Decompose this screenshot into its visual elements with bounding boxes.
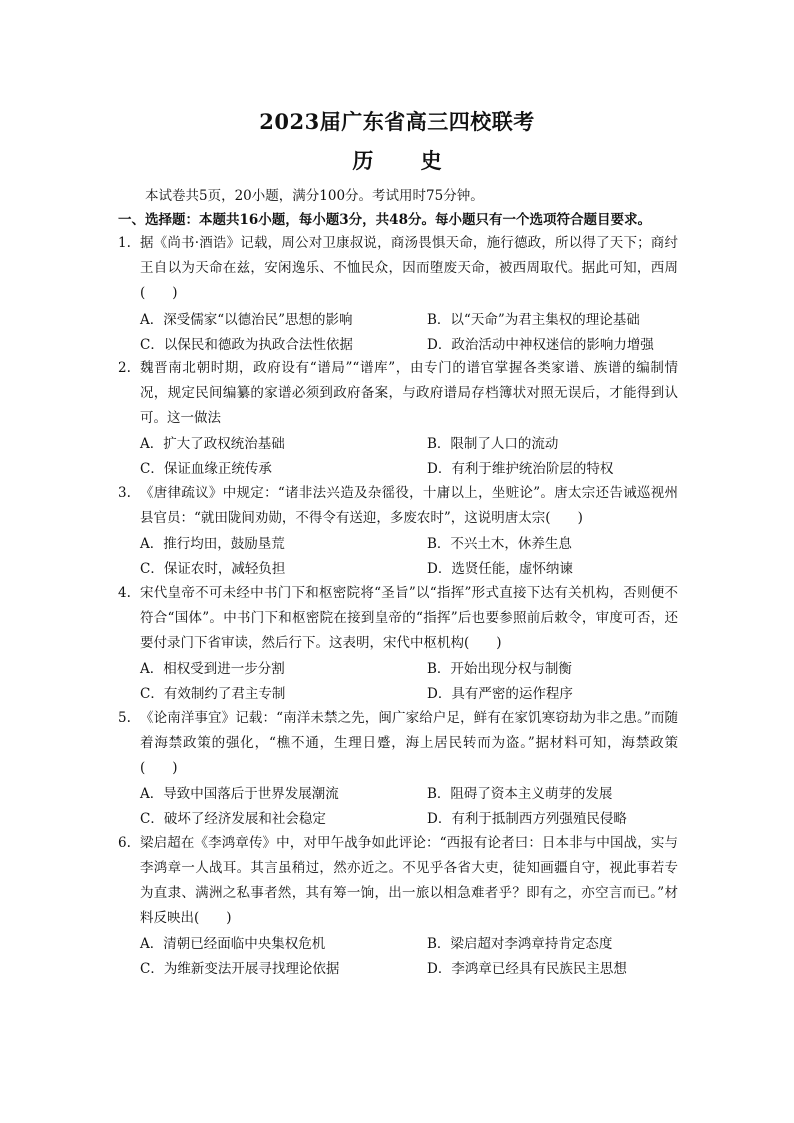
option-b[interactable]: B．阻碍了资本主义萌芽的发展 [427,786,613,802]
option-d[interactable]: D．李鸿章已经具有民族民主思想 [427,961,627,977]
question-3 [118,481,678,531]
question-number: 4. [118,585,131,601]
option-a[interactable]: A．导致中国落后于世界发展潮流 [140,786,339,802]
section-heading: 一、选择题：本题共16小题，每小题3分，共48分。每小题只有一个选项符合题目要求。 [118,212,651,228]
question-stem: 据《尚书·酒诰》记载，周公对卫康叔说，商汤畏惧天命，施行德政，所以得了天下；商纣王自以为天命在兹，安闲逸乐、不恤民众，因而堕废天命，被西周取代。据此可知，西周( ) [140,235,678,301]
question-2 [118,356,678,431]
option-a[interactable]: A．扩大了政权统治基础 [140,436,285,452]
option-b[interactable]: B．开始出现分权与制衡 [427,661,572,677]
question-5 [118,706,678,781]
question-stem: 《唐律疏议》中规定：“诸非法兴造及杂徭役，十庸以上，坐赃论”。唐太宗还告诫巡视州县官员：“就田陇间劝勋，不得令有送迎，多废农时”，这说明唐太宗( ) [140,485,678,526]
subject-title: 历 史 [352,148,462,173]
option-a[interactable]: A．相权受到进一步分割 [140,661,285,677]
question-number: 2. [118,360,131,376]
option-a[interactable]: A．推行均田，鼓励垦荒 [140,536,285,552]
question-number: 1. [118,235,131,251]
question-stem: 《论南洋事宜》记载：“南洋未禁之先，闽广家给户足，鲜有在家饥寒窃劫为非之患。”而随着海禁政策的强化，“樵不通，生理日蹙，海上居民转而为盗。”据材料可知，海禁政策( ) [140,710,678,776]
option-d[interactable]: D．有利于维护统治阶层的特权 [427,461,614,477]
option-a[interactable]: A．清朝已经面临中央集权危机 [140,936,326,952]
question-1 [118,231,678,306]
option-b[interactable]: B．梁启超对李鸿章持肯定态度 [427,936,613,952]
option-a[interactable]: A．深受儒家“以德治民”思想的影响 [140,312,353,328]
option-d[interactable]: D．具有严密的运作程序 [427,686,573,702]
option-c[interactable]: C．破坏了经济发展和社会稳定 [140,811,326,827]
question-6 [118,831,678,931]
option-d[interactable]: D．有利于抵制西方列强殖民侵略 [427,811,627,827]
exam-title: 2023届广东省高三四校联考 [259,109,535,134]
option-c[interactable]: C．保证农时，减轻负担 [140,561,286,577]
question-number: 3. [118,485,131,501]
option-c[interactable]: C．以保民和德政为执政合法性依据 [140,337,353,353]
question-stem: 魏晋南北朝时期，政府设有“谱局”“谱库”，由专门的谱官掌握各类家谱、族谱的编制情况，规定民间编纂的家谱必须到政府备案，与政府谱局存档簿状对照无误后，才能得到认可。这一做法 [140,360,678,426]
option-c[interactable]: C．为维新变法开展寻找理论依据 [140,961,340,977]
option-c[interactable]: C．有效制约了君主专制 [140,686,286,702]
option-d[interactable]: D．选贤任能，虚怀纳谏 [427,561,573,577]
question-number: 6. [118,835,131,851]
question-stem: 宋代皇帝不可未经中书门下和枢密院将“圣旨”以“指挥”形式直接下达有关机构，否则便不符合“国体”。中书门下和枢密院在接到皇帝的“指挥”后也要参照前后敕令，审度可否，还要付录门下省审读，然后行下。这表明，宋代中枢机构( ) [140,585,678,651]
question-stem: 梁启超在《李鸿章传》中，对甲午战争如此评论：“西报有论者曰：日本非与中国战，实与李鸿章一人战耳。其言虽稍过，然亦近之。不见乎各省大吏，徒知画疆自守，视此事若专为直隶、满洲之私事者然，其有筹一饷，出一旅以相急难者乎？即有之，亦空言而已。”材料反映出( ) [140,835,678,926]
option-d[interactable]: D．政治活动中神权迷信的影响力增强 [427,337,654,353]
option-b[interactable]: B．限制了人口的流动 [427,436,559,452]
exam-intro: 本试卷共5页，20小题，满分100分。考试用时75分钟。 [145,188,484,204]
question-4 [118,581,678,656]
option-b[interactable]: B．以“天命”为君主集权的理论基础 [427,312,640,328]
option-c[interactable]: C．保证血缘正统传承 [140,461,272,477]
question-number: 5. [118,710,131,726]
option-b[interactable]: B．不兴土木，休养生息 [427,536,572,552]
